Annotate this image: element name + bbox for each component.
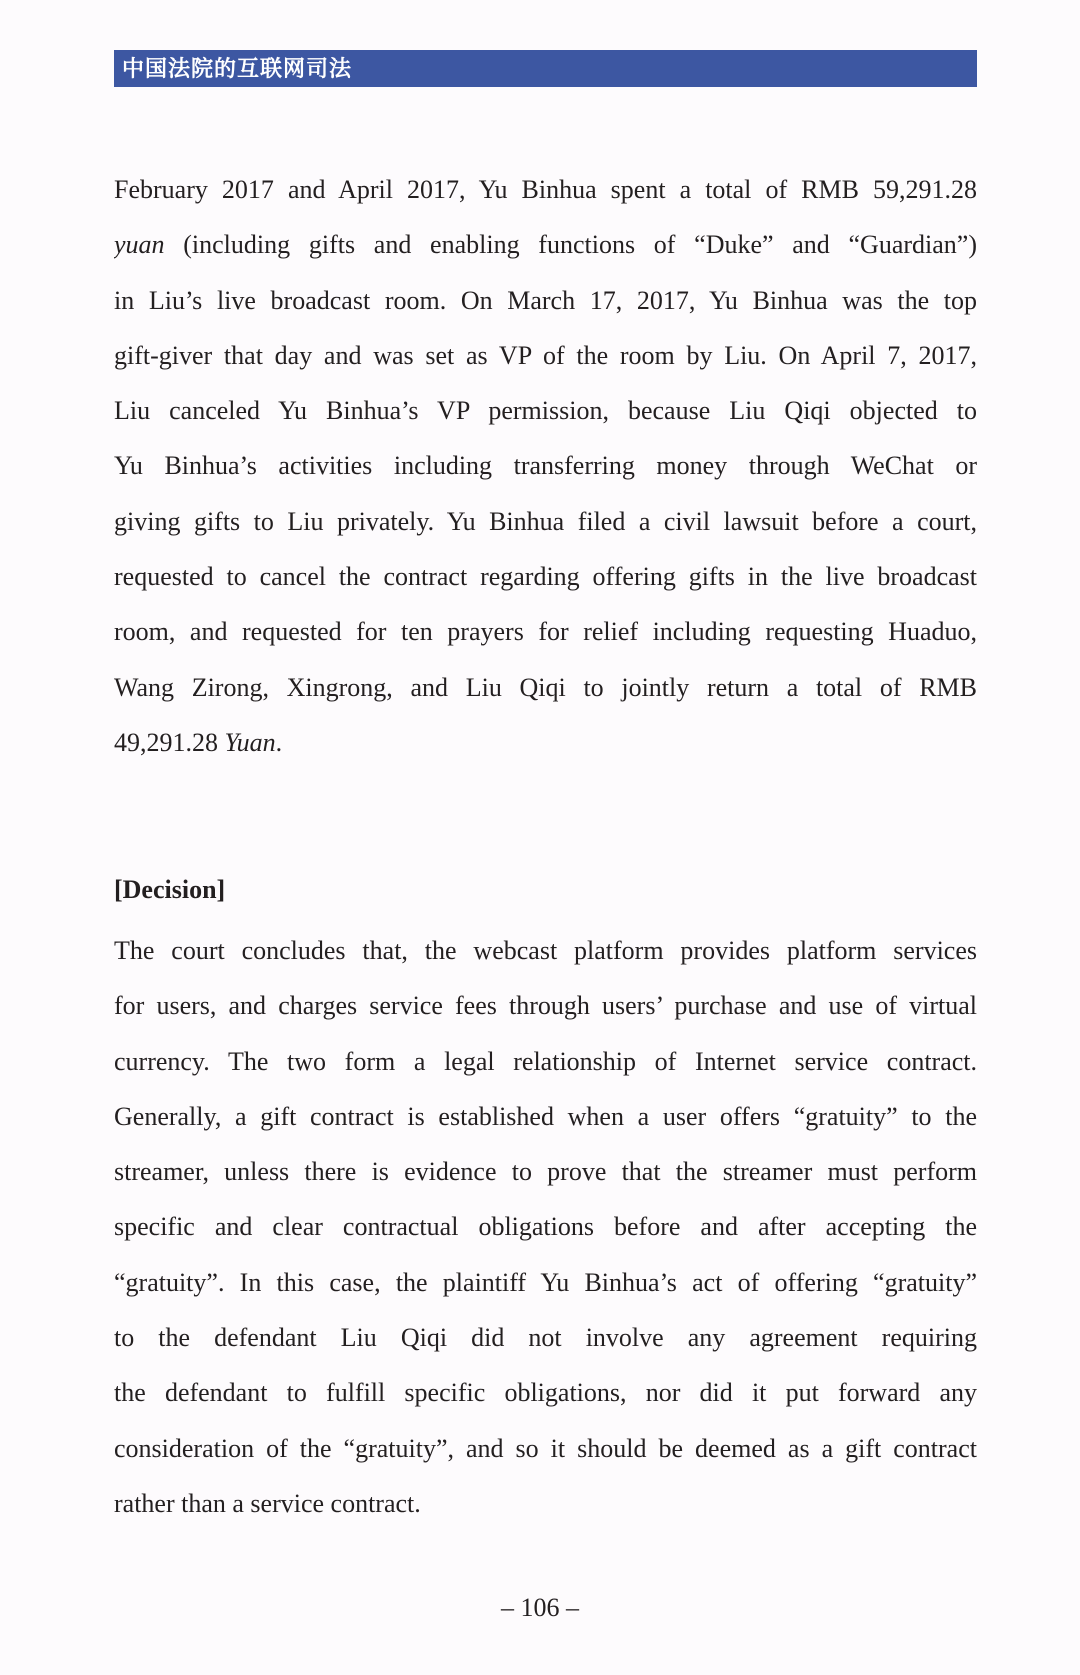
- text-line: [114, 1089, 977, 1144]
- text-run: The court concludes that, the webcast platform provides platform services: [114, 936, 977, 965]
- italic-text: Yuan: [224, 727, 276, 757]
- text-line: [114, 1310, 977, 1365]
- text-line: [114, 549, 977, 604]
- text-line: [114, 162, 977, 217]
- text-run: requested to cancel the contract regarding offering gifts in the live broadcast: [114, 562, 977, 592]
- text-run: Generally, a gift contract is established when a user offers “gratuity” to the: [114, 1101, 977, 1131]
- running-header-title: 中国法院的互联网司法: [122, 55, 353, 82]
- text-line: [114, 604, 977, 659]
- running-header-bar: [114, 50, 977, 87]
- text-line: [114, 978, 977, 1033]
- text-line: [114, 715, 977, 770]
- text-run: .: [275, 727, 283, 757]
- text-line: [114, 1199, 977, 1254]
- text-line: [114, 273, 977, 328]
- text-line: [114, 1421, 977, 1476]
- text-run: in Liu’s live broadcast room. On March 17, 2017, Yu Binhua was the top: [114, 285, 977, 315]
- text-run: gift-giver that day and was set as VP of the room by Liu. On April 7, 2017,: [114, 340, 977, 370]
- text-line: [114, 383, 977, 438]
- text-run: streamer, unless there is evidence to prove that the streamer must perform: [114, 1157, 977, 1187]
- text-run: the defendant to fulfill specific obligations, nor did it put forward any: [114, 1378, 977, 1408]
- text-run: giving gifts to Liu privately. Yu Binhua filed a civil lawsuit before a court,: [114, 506, 977, 536]
- text-run: rather than a service contract.: [114, 1488, 421, 1518]
- text-line: [114, 1365, 977, 1420]
- decision-heading: [Decision]: [114, 875, 226, 904]
- italic-text: yuan: [114, 230, 165, 260]
- text-run: specific and clear contractual obligations before and after accepting the: [114, 1212, 977, 1242]
- text-line: [114, 328, 977, 383]
- text-run: Yu Binhua’s activities including transferring money through WeChat or: [114, 451, 977, 481]
- text-line: [114, 1034, 977, 1089]
- text-run: 49,291.28: [114, 727, 225, 757]
- text-line: [114, 660, 977, 715]
- text-run: Wang Zirong, Xingrong, and Liu Qiqi to jointly return a total of RMB: [114, 672, 977, 702]
- text-run: currency. The two form a legal relationship of Internet service contract.: [114, 1046, 977, 1076]
- text-line: [114, 217, 977, 272]
- text-run: “gratuity”. In this case, the plaintiff Yu Binhua’s act of offering “gratuity”: [114, 1267, 977, 1297]
- text-line: [114, 494, 977, 549]
- text-run: to the defendant Liu Qiqi did not involve any agreement requiring: [114, 1323, 977, 1353]
- text-run: consideration of the “gratuity”, and so it should be deemed as a gift contract: [114, 1433, 977, 1463]
- text-run: Liu canceled Yu Binhua’s VP permission, because Liu Qiqi objected to: [114, 396, 977, 426]
- facts-paragraph: [114, 162, 977, 770]
- text-run: February 2017 and April 2017, Yu Binhua spent a total of RMB 59,291.28: [114, 175, 977, 204]
- text-line: [114, 1144, 977, 1199]
- text-line: [114, 1255, 977, 1310]
- page-number: – 106 –: [501, 1593, 579, 1622]
- text-line: [114, 923, 977, 978]
- decision-paragraph: [114, 923, 977, 1531]
- text-line: [114, 1476, 977, 1531]
- text-run: for users, and charges service fees through users’ purchase and use of virtual: [114, 991, 977, 1021]
- text-run: room, and requested for ten prayers for relief including requesting Huaduo,: [114, 617, 977, 647]
- text-run: (including gifts and enabling functions of “Duke” and “Guardian”): [164, 230, 977, 260]
- text-line: [114, 438, 977, 493]
